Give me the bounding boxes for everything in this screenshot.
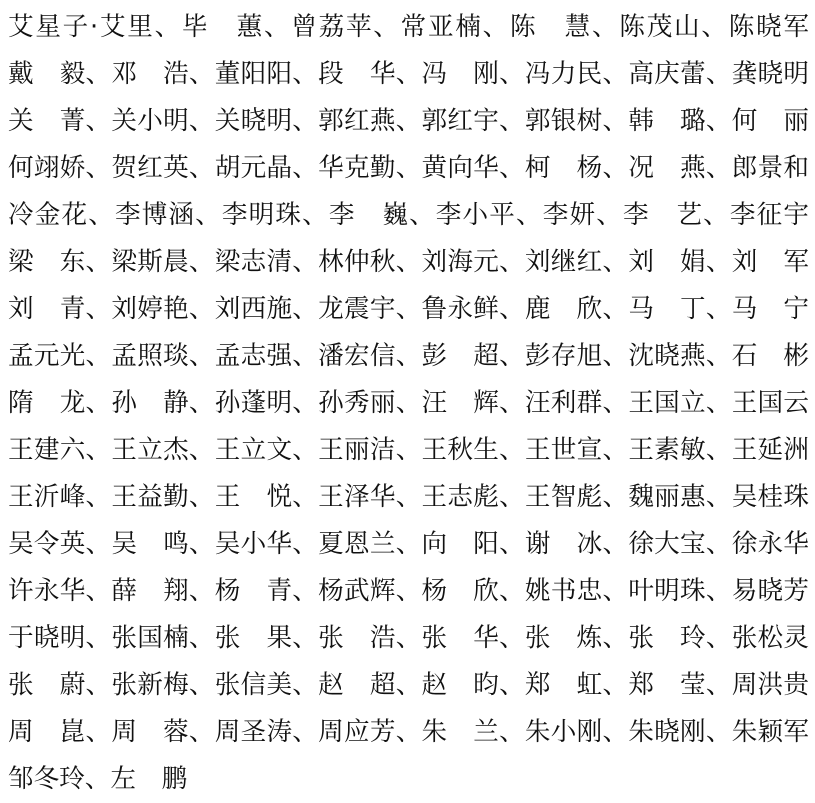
- name-line: 关 菁、关小明、关晓明、郭红燕、郭红宇、郭银树、韩 璐、何 丽: [8, 106, 809, 136]
- name-line: 邹冬玲、左 鹏: [8, 764, 188, 794]
- name-line: 孟元光、孟照琰、孟志强、潘宏信、彭 超、彭存旭、沈晓燕、石 彬: [8, 341, 809, 371]
- name-line: 戴 毅、邓 浩、董阳阳、段 华、冯 刚、冯力民、高庆蕾、龚晓明: [8, 59, 809, 89]
- name-line: 王沂峰、王益勤、王 悦、王泽华、王志彪、王智彪、魏丽惠、吴桂珠: [8, 482, 809, 512]
- name-line: 艾星子·艾里、毕 蕙、曾荔苹、常亚楠、陈 慧、陈茂山、陈晓军: [8, 12, 809, 42]
- name-line: 隋 龙、孙 静、孙蓬明、孙秀丽、汪 辉、汪利群、王国立、王国云: [8, 388, 809, 418]
- name-line: 周 崑、周 蓉、周圣涛、周应芳、朱 兰、朱小刚、朱晓刚、朱颖军: [8, 717, 809, 747]
- name-line: 何翊娇、贺红英、胡元晶、华克勤、黄向华、柯 杨、况 燕、郎景和: [8, 153, 809, 183]
- name-line: 王建六、王立杰、王立文、王丽洁、王秋生、王世宣、王素敏、王延洲: [8, 435, 809, 465]
- name-line: 许永华、薛 翔、杨 青、杨武辉、杨 欣、姚书忠、叶明珠、易晓芳: [8, 576, 809, 606]
- name-line: 于晓明、张国楠、张 果、张 浩、张 华、张 炼、张 玲、张松灵: [8, 623, 809, 653]
- name-line: 吴令英、吴 鸣、吴小华、夏恩兰、向 阳、谢 冰、徐大宝、徐永华: [8, 529, 809, 559]
- name-line: 刘 青、刘婷艳、刘西施、龙震宇、鲁永鲜、鹿 欣、马 丁、马 宁: [8, 294, 809, 324]
- name-line: 梁 东、梁斯晨、梁志清、林仲秋、刘海元、刘继红、刘 娟、刘 军: [8, 247, 809, 277]
- name-line: 张 蔚、张新梅、张信美、赵 超、赵 昀、郑 虹、郑 莹、周洪贵: [8, 670, 809, 700]
- name-line: 冷金花、李博涵、李明珠、李 巍、李小平、李妍、李 艺、李征宇: [8, 200, 809, 230]
